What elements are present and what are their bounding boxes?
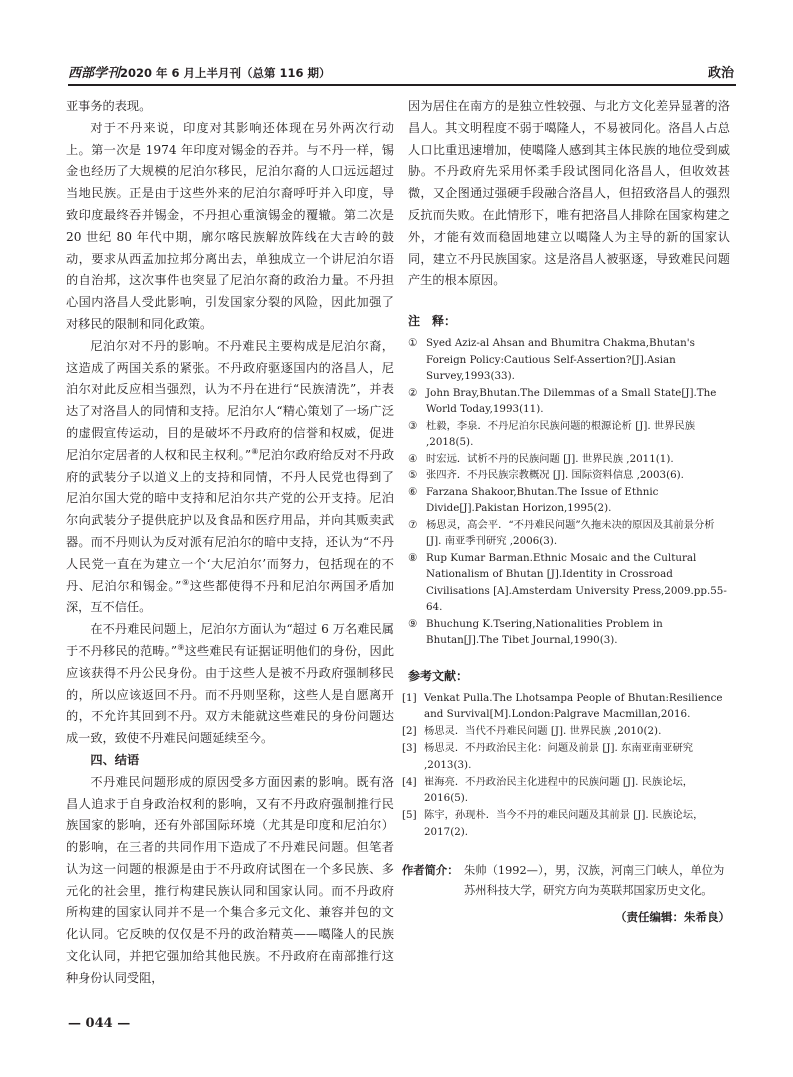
note-item-number: ④ — [408, 452, 418, 465]
paragraph: 对于不丹来说，印度对其影响还体现在另外两次行动上。第一次是 1974 年印度对锡金的吞并。与不丹一样，锡金也经历了大规模的尼泊尔移民，尼泊尔裔的人口远远超过当地民族。正是由于这些外来的尼泊尔裔呼吁并入印度，导致印度最终吞并锡金，不丹担心重演锡金的覆辙。第二次是 20 世纪 80 年代中期，廓尔喀民族解放阵线在大吉岭的鼓动，要求从西孟加拉邦分离出去，单独成立一个讲尼泊尔语的自治邦，这次事件也突显了尼泊尔裔的政治力量。不丹担心国内洛昌人受此影响，引发国家分裂的风险，因此加强了对移民的限制和同化政策。 — [66, 120, 394, 331]
journal-masthead — [68, 62, 331, 81]
reference-item — [402, 690, 730, 724]
reference-item-text: 崔海亮．不丹政治民主化进程中的民族问题 [J]. 民族论坛，2016(5). — [424, 775, 694, 805]
note-item — [408, 616, 730, 649]
notes-list — [408, 335, 730, 649]
page-header — [68, 60, 736, 88]
text-run: 尼泊尔政府给反对不丹政府的武装分子以道义上的支持和同情，不丹人民党也得到了尼泊尔国大党的暗中支持和尼泊尔共产党的公开支持。尼泊尔向武装分子提供庇护以及食品和医疗用品，并向其贩卖武器。而不丹则认为反对派有尼泊尔的暗中支持，还认为“不丹人民党一直在为建立一个‘大尼泊尔’而努力，包括现在的不丹、尼泊尔和锡金。” — [66, 447, 395, 593]
paragraph — [66, 619, 394, 750]
reference-item — [402, 774, 730, 808]
note-item-number: ⑤ — [408, 469, 418, 482]
note-item-text: Bhuchung K.Tsering,Nationalities Problem in Bhutan[J].The Tibet Journal,1990(3). — [426, 617, 663, 647]
reference-item-text: 陈宇，孙现朴．当今不丹的难民问题及其前景 [J]. 民族论坛，2017(2). — [424, 809, 704, 839]
section-label: 政治 — [707, 66, 734, 81]
references-list — [402, 690, 730, 841]
paragraph: 不丹难民问题形成的原因受多方面因素的影响。既有洛昌人追求于自身政治权利的影响，又有不丹政府强制推行民族国家的影响，还有外部国际环境（尤其是印度和尼泊尔）的影响，在三者的共同作用下造成了不丹难民问题。但笔者认为这一问题的根源是由于不丹政府试图在一个多民族、多元化的社会里，推行构建民族认同和国家认同。而不丹政府所构建的国家认同并不是一个集合多元文化、兼容并包的文化认同。它反映的仅仅是不丹的政治精英——噶隆人的民族文化认同，并把它强加给其他民族。不丹政府在南部推行这种身份认同受阻， — [66, 774, 394, 985]
author-text: 朱帅（1992—），男，汉族，河南三门峡人，单位为苏州科技大学，研究方向为英联邦国家历史文化。 — [464, 863, 725, 897]
references-heading: 参考文献： — [408, 668, 469, 683]
note-item-text: 杨思灵，高会平．“不丹难民问题”久拖未决的原因及其前景分析 [J]. 南亚季刊研究 ,2006(3). — [426, 518, 715, 548]
text-run: 这些难民有证据证明他们的身份，因此应该获得不丹公民身份。由于这些人是被不丹政府强制移民的，所以应该返回不丹。而不丹则坚称，这些人是自愿离开的，不允许其回到不丹。双方未能就这些难民的身份问题达成一致，致使不丹难民问题延续至今。 — [66, 643, 395, 746]
note-item-number: ② — [408, 386, 418, 399]
paragraph: 因为居住在南方的是独立性较强、与北方文化差异显著的洛昌人。其文明程度不弱于噶隆人，不易被同化。洛昌人占总人口比重迅速增加，使噶隆人感到其主体民族的地位受到威胁。不丹政府先采用怀柔手段试图同化洛昌人，但收效甚微，又企图通过强硬手段融合洛昌人，但招致洛昌人的强烈反抗而失败。在此情形下，唯有把洛昌人排除在国家构建之外，才能有效而稳固地建立以噶隆人为主导的新的国家认同，建立不丹民族国家。这是洛昌人被驱逐，导致难民问题产生的根本原因。 — [408, 99, 730, 288]
note-item — [408, 484, 730, 517]
note-item-text: 张四齐．不丹民族宗教概况 [J]. 国际资料信息 ,2003(6). — [426, 469, 684, 482]
text-run: 尼泊尔对不丹的影响。不丹难民主要构成是尼泊尔裔，这造成了两国关系的紧张。不丹政府驱逐国内的洛昌人，尼泊尔对此反应相当强烈，认为不丹在进行“民族清洗”，并表达了对洛昌人的同情和支持。尼泊尔人“精心策划了一场广泛的虚假宣传运动，目的是破坏不丹政府的信誉和权威，促进尼泊尔定居者的人权和民主权利。” — [66, 338, 394, 462]
note-item-text: 杜毅，李泉．不丹尼泊尔民族问题的根源论析 [J]. 世界民族 ,2018(5). — [426, 419, 696, 449]
page-number: — 044 — — [68, 1016, 131, 1031]
note-item-number: ⑥ — [408, 485, 418, 498]
right-column — [402, 96, 730, 925]
note-item — [408, 550, 730, 616]
note-item-text: Farzana Shakoor,Bhutan.The Issue of Ethnic Divide[J].Pakistan Horizon,1995(2). — [426, 485, 659, 515]
reference-item-number: [4] — [402, 775, 417, 788]
note-item-text: 时宏远．试析不丹的民族问题 [J]. 世界民族 ,2011(1). — [426, 452, 674, 465]
note-item — [408, 517, 730, 550]
author-label: 作者简介： — [402, 863, 459, 877]
note-item — [408, 418, 730, 451]
reference-item — [402, 807, 730, 841]
note-item-number: ① — [408, 337, 418, 350]
note-item-number: ⑦ — [408, 518, 418, 531]
paragraph — [66, 336, 394, 619]
note-item-number: ③ — [408, 419, 418, 432]
note-item — [408, 335, 730, 385]
footnote-ref: ⑧ — [251, 446, 259, 456]
editor-credit: （责任编辑：朱希良） — [615, 909, 730, 924]
journal-logo: 西部学刊 — [68, 66, 121, 81]
reference-item-text: Venkat Pulla.The Lhotsampa People of Bhutan:Resilience and Survival[M].London:Palgrave Macmillan,2016. — [424, 691, 723, 721]
reference-item — [402, 723, 730, 740]
footnote-ref: ⑨ — [177, 642, 185, 652]
header-divider — [68, 84, 736, 86]
reference-item — [402, 740, 730, 774]
notes-heading: 注 释： — [408, 314, 457, 329]
note-item — [408, 451, 730, 468]
note-item — [408, 467, 730, 484]
issue-info: 2020 年 6 月上半月刊（总第 116 期） — [120, 66, 331, 80]
note-item-text: John Bray,Bhutan.The Dilemmas of a Small State[J].The World Today,1993(11). — [426, 386, 717, 416]
author-bio — [402, 861, 730, 901]
note-item-number: ⑧ — [408, 551, 418, 564]
text-run: 这些都使得不丹和尼泊尔两国矛盾加深，互不信任。 — [66, 578, 394, 615]
note-item — [408, 385, 730, 418]
reference-item-number: [1] — [402, 691, 417, 704]
reference-item-text: 杨思灵．当代不丹难民问题 [J]. 世界民族 ,2010(2). — [424, 725, 662, 738]
note-item-text: Syed Aziz-al Ahsan and Bhumitra Chakma,Bhutan's Foreign Policy:Cautious Self-Assertion?[J].Asian Survey,1993(33). — [426, 337, 695, 383]
text-run: 在不丹难民问题上，尼泊尔方面认为“超过 6 万名难民属于不丹移民的范畴。” — [66, 622, 394, 658]
footnote-ref: ⑨ — [181, 577, 190, 587]
reference-item-text: 杨思灵．不丹政治民主化：问题及前景 [J]. 东南亚南亚研究 ,2013(3). — [424, 742, 694, 771]
note-item-text: Rup Kumar Barman.Ethnic Mosaic and the Cultural Nationalism of Bhutan [J].Identity in Crossroad Civilisations [A].Amsterdam University Press,2009.pp.55-64. — [426, 551, 727, 614]
note-item-number: ⑨ — [408, 617, 418, 630]
reference-item-number: [5] — [402, 809, 417, 822]
left-column — [66, 96, 394, 990]
reference-item-number: [3] — [402, 742, 417, 755]
reference-item-number: [2] — [402, 725, 417, 738]
paragraph: 亚事务的表现。 — [66, 99, 152, 113]
section-heading: 四、结语 — [90, 752, 140, 767]
